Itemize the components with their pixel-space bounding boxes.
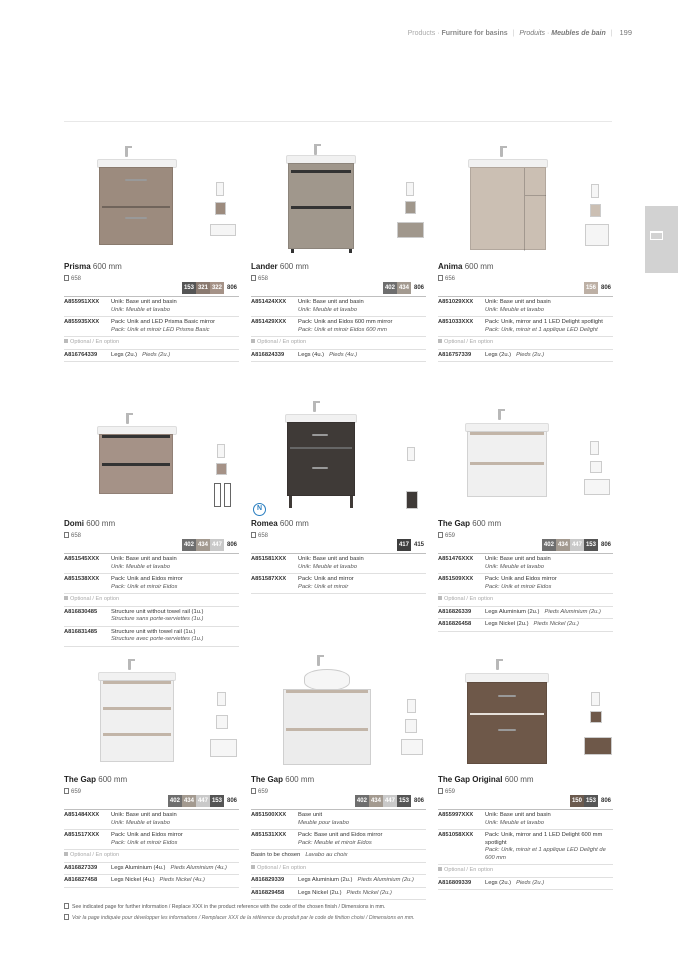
book-icon: [64, 532, 69, 538]
extra-row: A816824339 Legs (4u.) Pieds (4u.): [251, 350, 426, 363]
finish-swatches: [251, 539, 426, 551]
product-image: [438, 391, 613, 519]
book-icon: [438, 788, 443, 794]
mirror-thumbnail: [217, 444, 225, 458]
finish-swatch: 447: [383, 795, 397, 807]
book-icon: [64, 914, 69, 920]
product-title: Romea 600 mm: [251, 519, 309, 528]
optional-label: Optional / En option: [251, 337, 426, 350]
extra-row: A816831485 Structure unit with towel rail (1u.) Structure avec porte-serviettes (1u.): [64, 627, 239, 647]
finish-swatch: 321: [196, 282, 210, 294]
finish-swatches: [251, 795, 426, 807]
finish-swatch: 156: [584, 282, 598, 294]
breadcrumb-produits: Produits: [519, 30, 546, 37]
product-card-domi: [64, 391, 239, 647]
finish-swatch: 402: [542, 539, 556, 551]
product-row: A851587XXX Pack: Unik and mirror Pack: Unik et miroir: [251, 574, 426, 594]
product-title: The Gap 600 mm: [438, 519, 502, 528]
product-image: [64, 391, 239, 519]
finish-swatch: 434: [369, 795, 383, 807]
finish-code: 415: [411, 539, 426, 551]
extra-row: A816826458 Legs Nickel (2u.) Pieds Nickel (2u.): [438, 619, 613, 632]
finish-code: 806: [598, 795, 613, 807]
finish-swatch: 434: [397, 282, 411, 294]
page-header: Products · Furniture for basins | Produits · Meubles de bain | 199: [407, 28, 632, 37]
product-title: Domi 600 mm: [64, 519, 116, 528]
page-number: 199: [619, 28, 632, 37]
finish-swatches: [438, 539, 613, 551]
footnote-fr: Voir la page indiquée pour développer les informations / Remplacer XXX de la référence du produit par le code de finition choisi / Dimensions en mm.: [64, 914, 415, 921]
product-title: Prisma 600 mm: [64, 262, 122, 271]
product-row: A851476XXX Unik: Base unit and basin Unik: Meuble et lavabo: [438, 554, 613, 574]
book-icon: [251, 275, 256, 281]
finish-swatch: 153: [397, 795, 411, 807]
optional-label: Optional / En option: [64, 337, 239, 350]
page-reference: 659: [251, 788, 426, 797]
product-card-the-gap-1: [438, 391, 613, 632]
product-title: Anima 600 mm: [438, 262, 494, 271]
finish-swatch: 402: [383, 282, 397, 294]
optional-label: Optional / En option: [64, 850, 239, 863]
optional-label: Optional / En option: [438, 594, 613, 607]
finish-swatch: 153: [584, 539, 598, 551]
product-row: A851058XXX Pack: Unik, mirror and 1 LED Delight 600 mm spotlight Pack: Unik, miroir et 1 applique LED Delight de 600 mm: [438, 830, 613, 865]
breadcrumb-furniture: Furniture for basins: [441, 30, 508, 37]
product-row: A851509XXX Pack: Unik and Eidos mirror Pack: Unik et miroir Eidos: [438, 574, 613, 594]
product-card-the-gap-3: [251, 647, 426, 900]
page-reference: 658: [251, 275, 426, 284]
header-divider: [64, 121, 612, 122]
book-icon: [64, 903, 69, 909]
finish-code: 806: [224, 539, 239, 551]
product-image: [251, 647, 426, 775]
book-icon: [251, 788, 256, 794]
book-icon: [251, 532, 256, 538]
finish-swatch: 402: [355, 795, 369, 807]
mirror-thumbnail: [407, 699, 416, 713]
finish-swatch: 402: [168, 795, 182, 807]
finish-swatch: 447: [210, 539, 224, 551]
cabinet-icon: [650, 231, 663, 240]
book-icon: [64, 788, 69, 794]
vessel-basin: [304, 669, 350, 691]
product-card-the-gap-original: [438, 647, 613, 890]
product-image: [438, 647, 613, 775]
finish-code: 806: [598, 539, 613, 551]
finish-swatch: 153: [584, 795, 598, 807]
product-image: [438, 134, 613, 262]
product-card-romea: [251, 391, 426, 594]
product-row: A855997XXX Unik: Base unit and basin Unik: Meuble et lavabo: [438, 810, 613, 830]
product-row: A855935XXX Pack: Unik and LED Prisma Basic mirror Pack: Unik et miroir LED Prisma Basic: [64, 317, 239, 337]
breadcrumb-products: Products: [407, 30, 436, 37]
page-reference: 659: [438, 532, 613, 541]
product-row: A851029XXX Unik: Base unit and basin Unik: Meuble et lavabo: [438, 297, 613, 317]
finish-code: 806: [224, 282, 239, 294]
product-row: A851538XXX Pack: Unik and Eidos mirror Pack: Unik et miroir Eidos: [64, 574, 239, 594]
finish-swatches: [64, 539, 239, 551]
product-title: The Gap 600 mm: [64, 775, 128, 784]
product-row: A851531XXX Pack: Base unit and Eidos mirror Pack: Meuble et miroir Eidos: [251, 830, 426, 850]
product-row: A851033XXX Pack: Unik, mirror and 1 LED Delight spotlight Pack: Unik, miroir et 1 applique LED Delight: [438, 317, 613, 337]
product-row: A851517XXX Pack: Unik and Eidos mirror Pack: Unik et miroir Eidos: [64, 830, 239, 850]
finish-swatch: 447: [196, 795, 210, 807]
product-card-prisma: [64, 134, 239, 362]
finish-swatch: 417: [397, 539, 411, 551]
basin-note: Basin to be chosen Lavabo au choix: [251, 850, 426, 863]
page-reference: 658: [251, 532, 426, 541]
finish-swatch: 153: [182, 282, 196, 294]
mirror-thumbnail: [406, 182, 414, 196]
product-title: Lander 600 mm: [251, 262, 309, 271]
finish-code: 806: [411, 282, 426, 294]
mirror-thumbnail: [217, 692, 226, 706]
page-reference: 656: [438, 275, 613, 284]
product-row: A855951XXX Unik: Base unit and basin Unik: Meuble et lavabo: [64, 297, 239, 317]
section-tab: [645, 206, 678, 273]
page-reference: 658: [64, 532, 239, 541]
extra-row: A816827339 Legs Aluminium (4u.) Pieds Aluminium (4u.): [64, 863, 239, 876]
extra-row: A816827458 Legs Nickel (4u.) Pieds Nickel (4u.): [64, 875, 239, 888]
product-card-anima: [438, 134, 613, 362]
product-row: A851484XXX Unik: Base unit and basin Unik: Meuble et lavabo: [64, 810, 239, 830]
optional-label: Optional / En option: [251, 863, 426, 876]
product-card-the-gap-2: [64, 647, 239, 888]
product-card-lander: [251, 134, 426, 362]
product-image: [64, 647, 239, 775]
new-badge: N: [253, 503, 266, 516]
footnote-en: See indicated page for further information / Replace XXX in the product reference with the code of the chosen finish / Dimensions in mm.: [64, 903, 415, 910]
finish-swatch: 402: [182, 539, 196, 551]
product-image: [251, 391, 426, 519]
finish-swatch: 322: [210, 282, 224, 294]
finish-code: 806: [224, 795, 239, 807]
extra-row: A816764339 Legs (2u.) Pieds (2u.): [64, 350, 239, 363]
mirror-thumbnail: [216, 182, 224, 196]
finish-swatch: 447: [570, 539, 584, 551]
product-row: A851500XXX Base unit Meuble pour lavabo: [251, 810, 426, 830]
book-icon: [438, 532, 443, 538]
product-row: A851424XXX Unik: Base unit and basin Unik: Meuble et lavabo: [251, 297, 426, 317]
finish-swatches: [438, 282, 613, 294]
page-reference: 659: [438, 788, 613, 797]
breadcrumb-meubles: Meubles de bain: [551, 30, 606, 37]
optional-label: Optional / En option: [438, 865, 613, 878]
finish-swatch: 434: [556, 539, 570, 551]
extra-row: A816829339 Legs Aluminium (2u.) Pieds Aluminium (2u.): [251, 875, 426, 888]
optional-label: Optional / En option: [438, 337, 613, 350]
extra-row: A816757339 Legs (2u.) Pieds (2u.): [438, 350, 613, 363]
extra-row: A816809339 Legs (2u.) Pieds (2u.): [438, 878, 613, 891]
footnotes: [64, 903, 415, 925]
page-reference: 659: [64, 788, 239, 797]
finish-code: 806: [411, 795, 426, 807]
product-image: [64, 134, 239, 262]
extra-row: A816826339 Legs Aluminium (2u.) Pieds Aluminium (2u.): [438, 607, 613, 620]
finish-swatches: [251, 282, 426, 294]
mirror-thumbnail: [591, 184, 599, 198]
product-row: A851429XXX Pack: Unik and Eidos 600 mm mirror Pack: Unik et miroir Eidos 600 mm: [251, 317, 426, 337]
product-row: A851545XXX Unik: Base unit and basin Unik: Meuble et lavabo: [64, 554, 239, 574]
book-icon: [64, 275, 69, 281]
optional-label: Optional / En option: [64, 594, 239, 607]
product-title: The Gap 600 mm: [251, 775, 315, 784]
extra-row: A816829458 Legs Nickel (2u.) Pieds Nickel (2u.): [251, 888, 426, 901]
product-row: A851581XXX Unik: Base unit and basin Unik: Meuble et lavabo: [251, 554, 426, 574]
finish-swatch: 153: [210, 795, 224, 807]
finish-swatch: 434: [182, 795, 196, 807]
finish-swatch: 150: [570, 795, 584, 807]
extra-row: A816830485 Structure unit without towel rail (1u.) Structure sans porte-serviettes (1u.): [64, 607, 239, 627]
finish-swatches: [64, 282, 239, 294]
book-icon: [438, 275, 443, 281]
finish-swatches: [64, 795, 239, 807]
product-title: The Gap Original 600 mm: [438, 775, 534, 784]
mirror-thumbnail: [407, 447, 415, 461]
finish-swatch: 434: [196, 539, 210, 551]
finish-code: 806: [598, 282, 613, 294]
product-image: [251, 134, 426, 262]
finish-swatches: [438, 795, 613, 807]
mirror-thumbnail: [591, 692, 600, 706]
mirror-thumbnail: [590, 441, 599, 455]
page-reference: 658: [64, 275, 239, 284]
